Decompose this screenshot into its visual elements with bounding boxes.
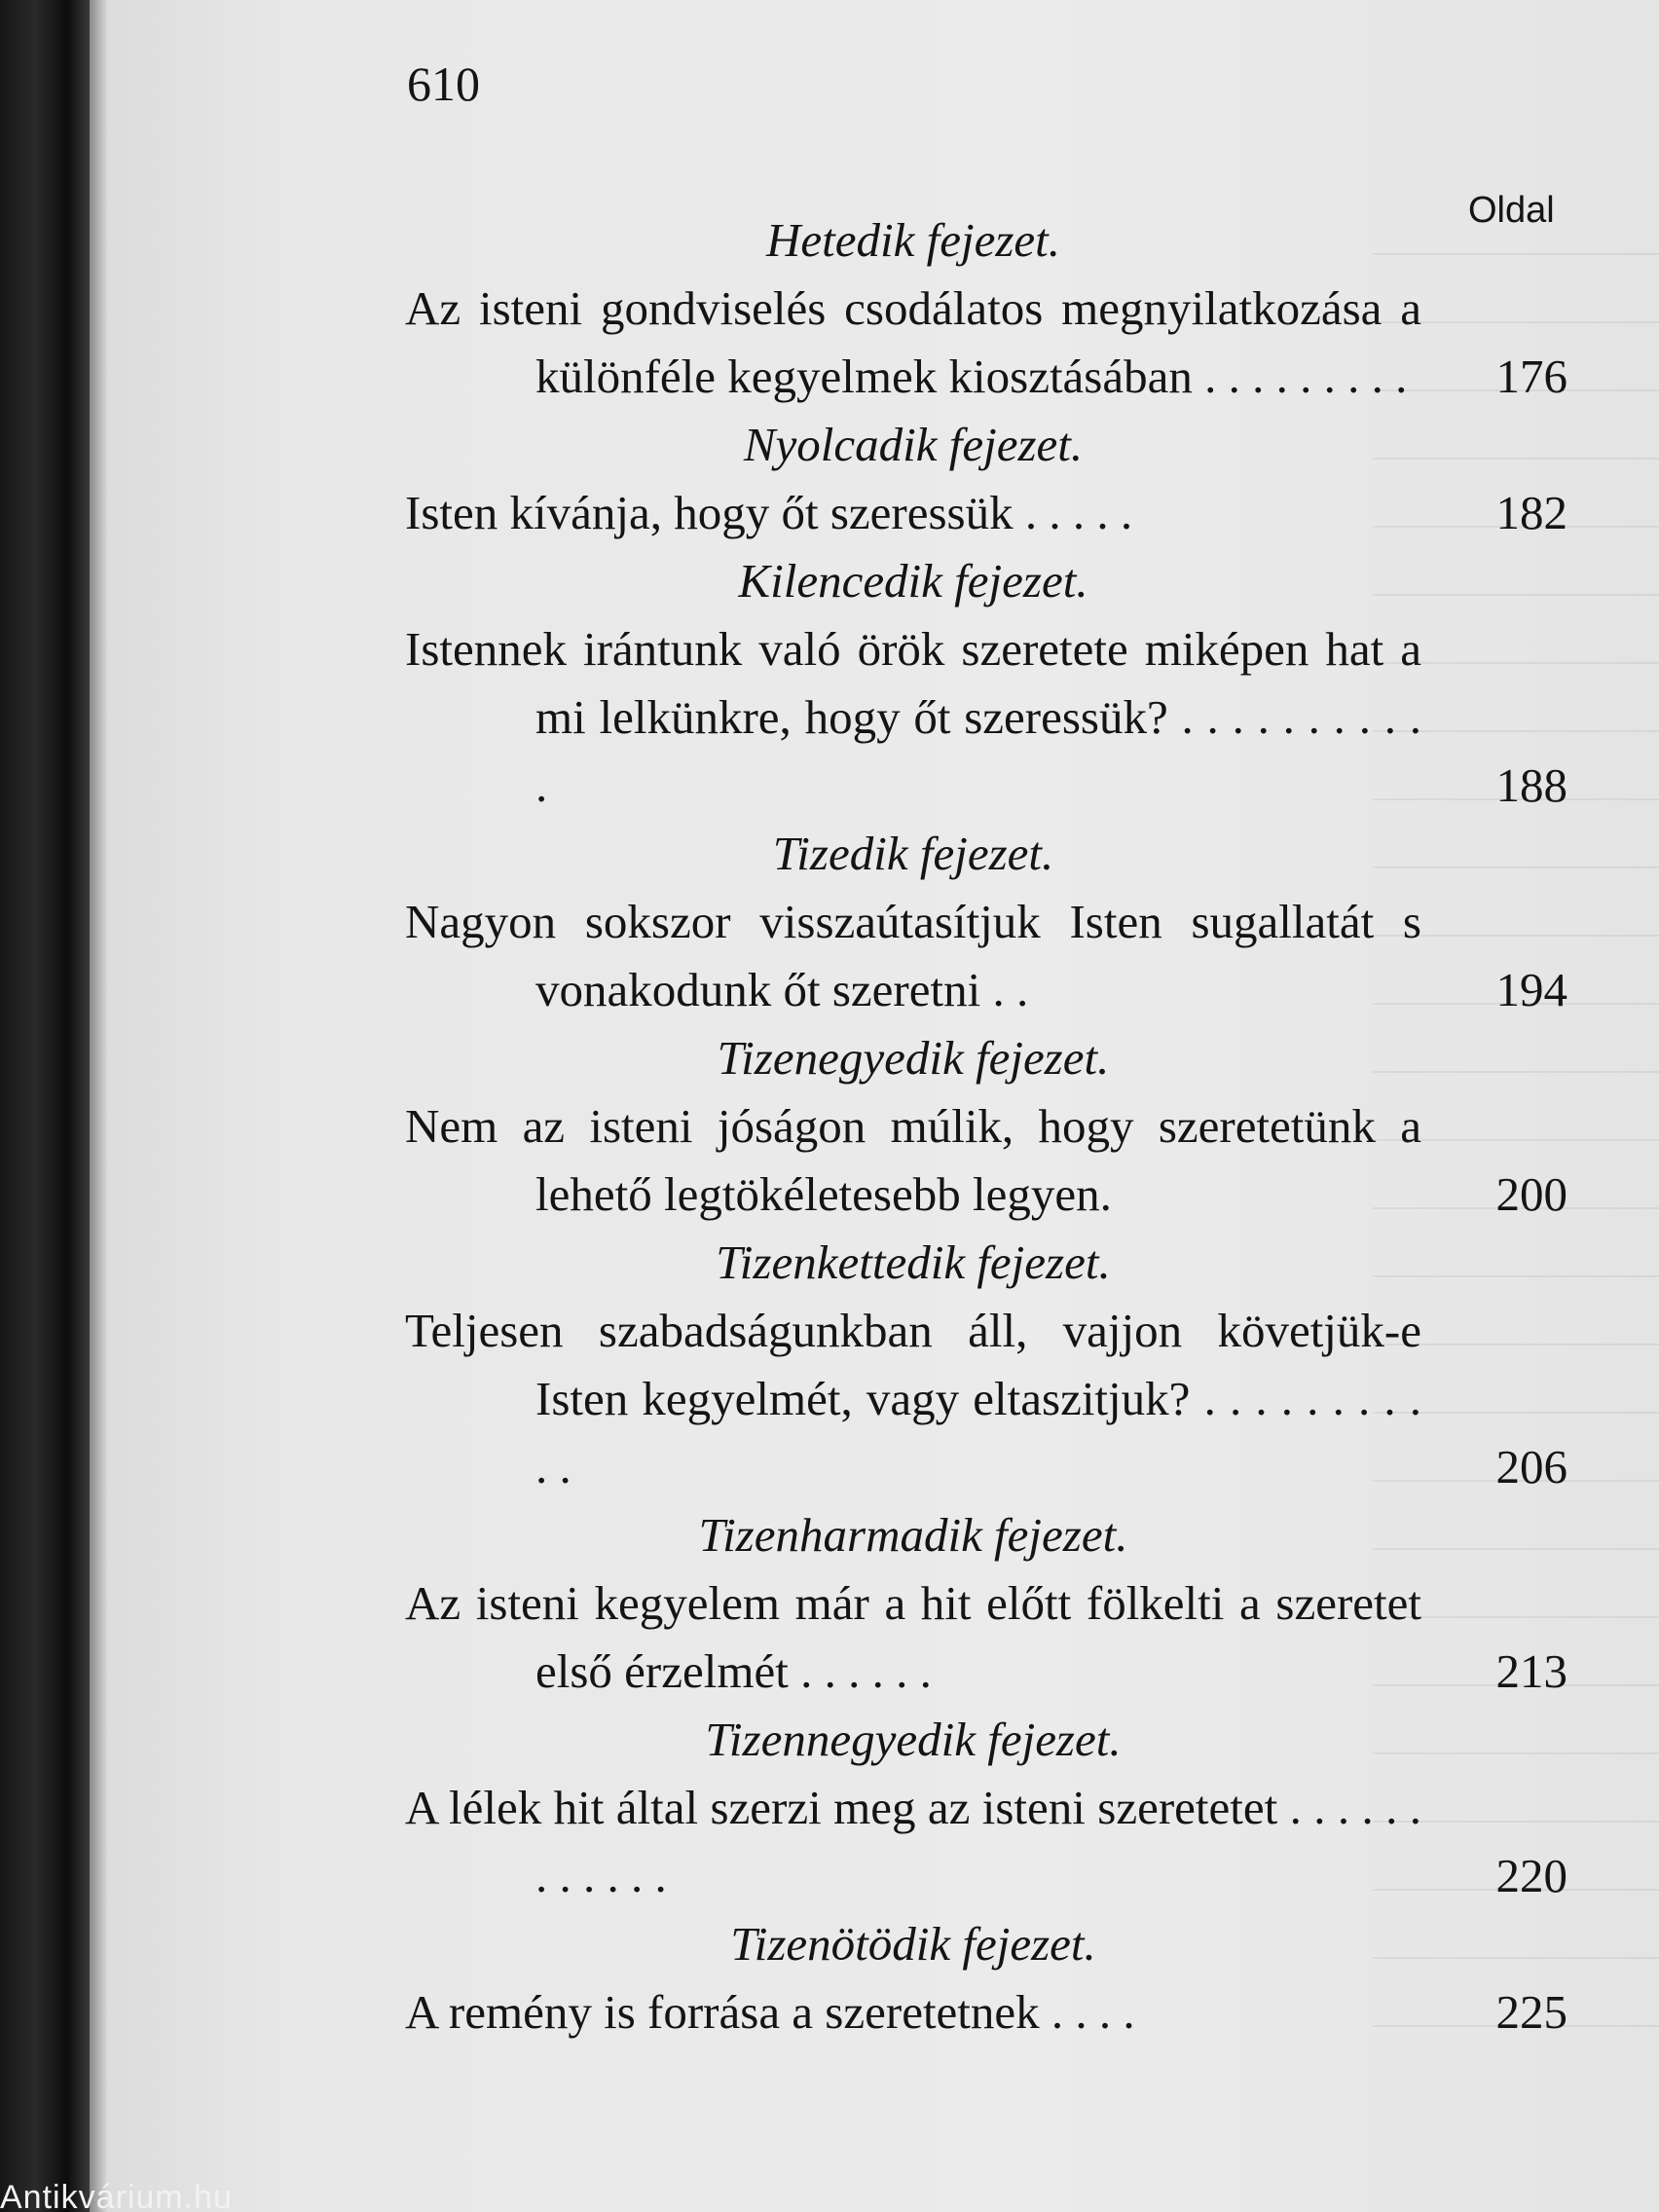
toc-entry: [405, 1297, 1567, 1501]
entry-page-number: 200: [1495, 1167, 1567, 1221]
chapter-heading: Tizenharmadik fejezet.: [698, 1508, 1128, 1562]
chapter-heading: Hetedik fejezet.: [765, 213, 1060, 267]
toc-entry: [405, 1978, 1567, 2046]
chapter-heading: Tizenkettedik fejezet.: [716, 1235, 1111, 1289]
leader-dots: . . . .: [1039, 1985, 1135, 2039]
toc-entry: [405, 1774, 1567, 1910]
entry-title: [405, 888, 1421, 1024]
toc-entry: [405, 479, 1567, 547]
entry-page-number: 220: [1495, 1849, 1567, 1902]
entry-title: [405, 1092, 1421, 1229]
toc-entry: [405, 615, 1567, 820]
page-number: 610: [407, 56, 480, 111]
leader-dots: . . . . . . . . . . .: [535, 1372, 1421, 1493]
entry-page-number: 176: [1495, 350, 1567, 403]
toc-entry: [405, 1092, 1567, 1229]
entry-title: [405, 1569, 1421, 1706]
entry-title: [405, 1297, 1421, 1501]
entry-page-number: 182: [1495, 486, 1567, 539]
entry-title-text: Nagyon sokszor visszaútasítjuk Isten sugallatát s vonakodunk őt szeretni: [405, 895, 1421, 1016]
leader-dots: . .: [980, 963, 1029, 1016]
leader-dots: . . . . . .: [788, 1644, 932, 1698]
entry-title: [405, 1774, 1421, 1910]
table-of-contents: [405, 206, 1567, 2046]
leader-dots: . . . . . . . . . . .: [535, 690, 1421, 812]
entry-title-text: Istennek irántunk való örök szeretete miképen hat a mi lelkünkre, hogy őt szeressük?: [405, 622, 1421, 744]
book-spine: [0, 0, 90, 2212]
watermark: Antikvárium.hu: [0, 2183, 233, 2212]
entry-title-text: Az isteni kegyelem már a hit előtt fölkelti a szeretet első érzelmét: [405, 1576, 1421, 1698]
chapter-heading: Kilencedik fejezet.: [738, 554, 1088, 608]
entry-title-text: Az isteni gondviselés csodálatos megnyilatkozása a különféle kegyelmek kiosztásában: [405, 281, 1421, 403]
leader-dots: . . . . . . . . .: [1192, 350, 1408, 403]
chapter-heading: Tizenegyedik fejezet.: [717, 1031, 1110, 1085]
entry-page-number: 225: [1495, 1985, 1567, 2039]
entry-title-text: A lélek hit által szerzi meg az isteni szeretetet: [405, 1781, 1278, 1834]
chapter-heading: Tizennegyedik fejezet.: [705, 1713, 1122, 1766]
chapter-heading: Nyolcadik fejezet.: [743, 418, 1084, 471]
toc-entry: [405, 1569, 1567, 1706]
entry-page-number: 213: [1495, 1644, 1567, 1698]
entry-page-number: 194: [1495, 963, 1567, 1016]
chapter-heading: Tizenötödik fejezet.: [730, 1917, 1096, 1971]
leader-dots: . . . . . . . . . . . .: [535, 1781, 1421, 1902]
entry-title: [405, 275, 1421, 411]
toc-entry: [405, 275, 1567, 411]
page-edge-shadow: [90, 0, 107, 2212]
entry-title: [405, 479, 1421, 547]
entry-title-text: A remény is forrása a szeretetnek: [405, 1985, 1040, 2039]
toc-entry: [405, 888, 1567, 1024]
entry-title-text: Teljesen szabadságunkban áll, vajjon követjük-e Isten kegyelmét, vagy eltaszitjuk?: [405, 1304, 1421, 1425]
entry-title-text: Isten kívánja, hogy őt szeressük: [405, 486, 1014, 539]
entry-title-text: Nem az isteni jóságon múlik, hogy szeretetünk a lehető legtökéletesebb legyen.: [405, 1099, 1421, 1221]
page-column-header: Oldal: [1468, 190, 1555, 231]
entry-page-number: 206: [1495, 1440, 1567, 1493]
entry-title: [405, 1978, 1421, 2046]
leader-dots: . . . . .: [1013, 486, 1133, 539]
entry-title: [405, 615, 1421, 820]
entry-page-number: 188: [1495, 758, 1567, 812]
chapter-heading: Tizedik fejezet.: [772, 827, 1054, 880]
